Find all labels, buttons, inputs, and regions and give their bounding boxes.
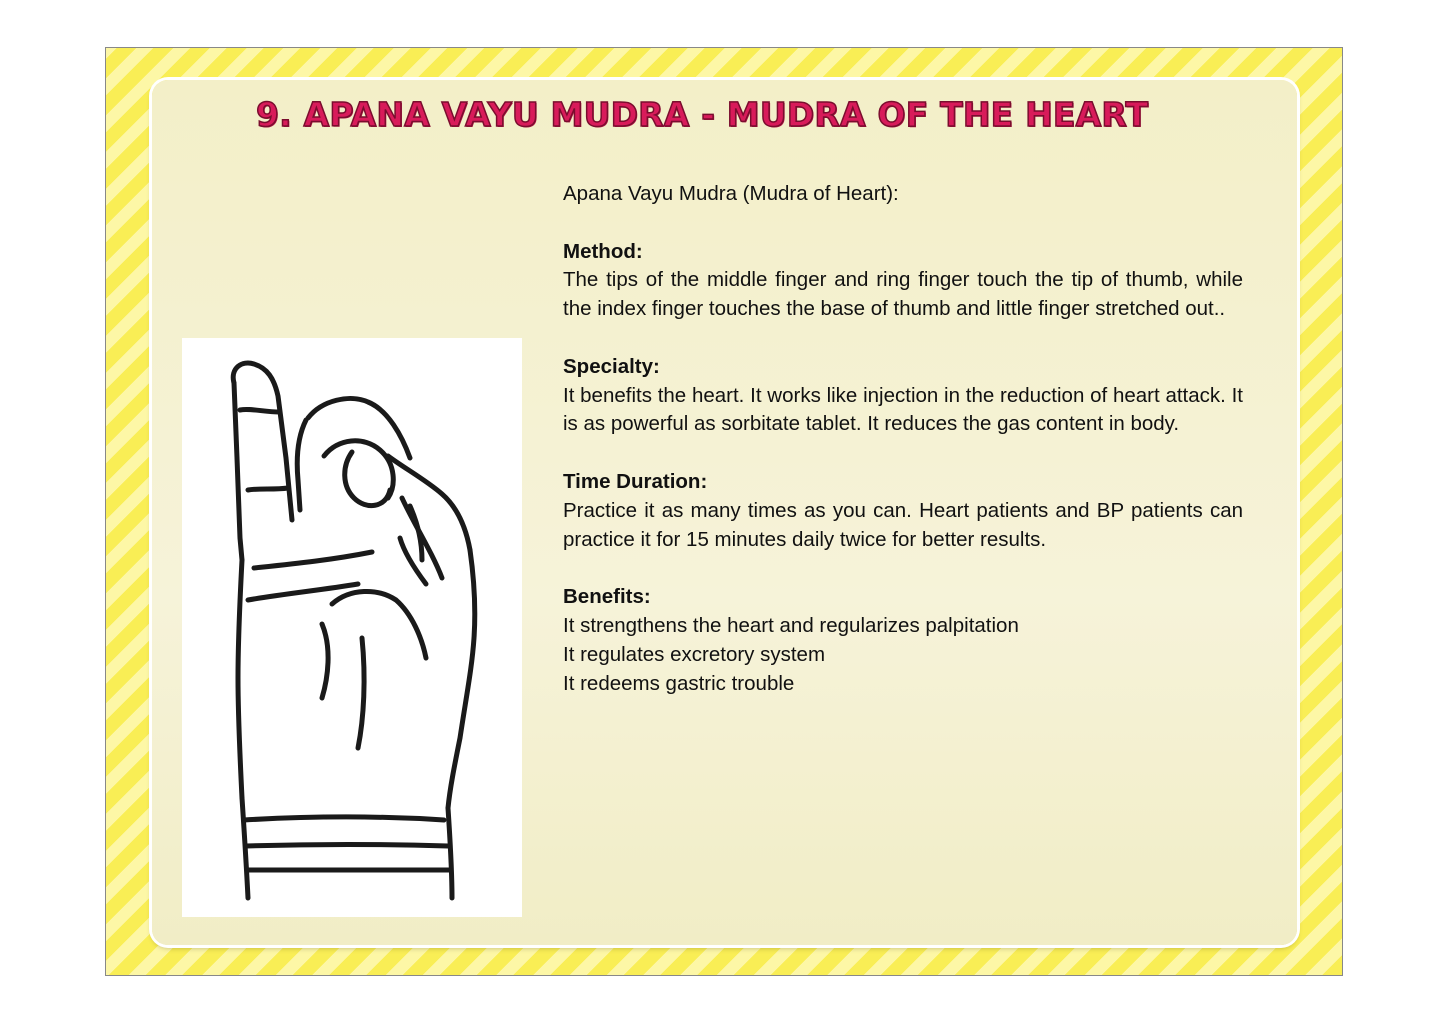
benefit-item: It strengthens the heart and regularizes palpitation <box>563 613 1019 637</box>
slide-title: 9. APANA VAYU MUDRA - MUDRA OF THE HEART <box>256 95 1149 134</box>
spacer <box>563 209 1243 238</box>
benefits-heading: Benefits: <box>563 585 651 609</box>
benefit-item: It redeems gastric trouble <box>563 671 795 695</box>
benefit-item: It regulates excretory system <box>563 642 826 666</box>
spacer <box>563 439 1243 468</box>
method-text: The tips of the middle finger and ring finger touch the tip of thumb, while the index finger touches the base of thumb and little finger stretched out.. <box>563 268 1243 321</box>
duration-text: Practice it as many times as you can. Heart patients and BP patients can practice it for 15 minutes daily twice for better results. <box>563 498 1243 551</box>
spacer <box>563 554 1243 583</box>
spacer <box>563 324 1243 353</box>
specialty-text: It benefits the heart. It works like injection in the reduction of heart attack. It is as powerful as sorbitate tablet. It reduces the gas content in body. <box>563 383 1243 436</box>
hand-mudra-image <box>182 338 522 917</box>
hand-mudra-drawing-icon <box>182 338 522 917</box>
method-heading: Method: <box>563 239 643 263</box>
duration-heading: Time Duration: <box>563 469 708 493</box>
specialty-heading: Specialty: <box>563 354 660 378</box>
intro-line: Apana Vayu Mudra (Mudra of Heart): <box>563 182 899 205</box>
description-text <box>563 180 1243 698</box>
